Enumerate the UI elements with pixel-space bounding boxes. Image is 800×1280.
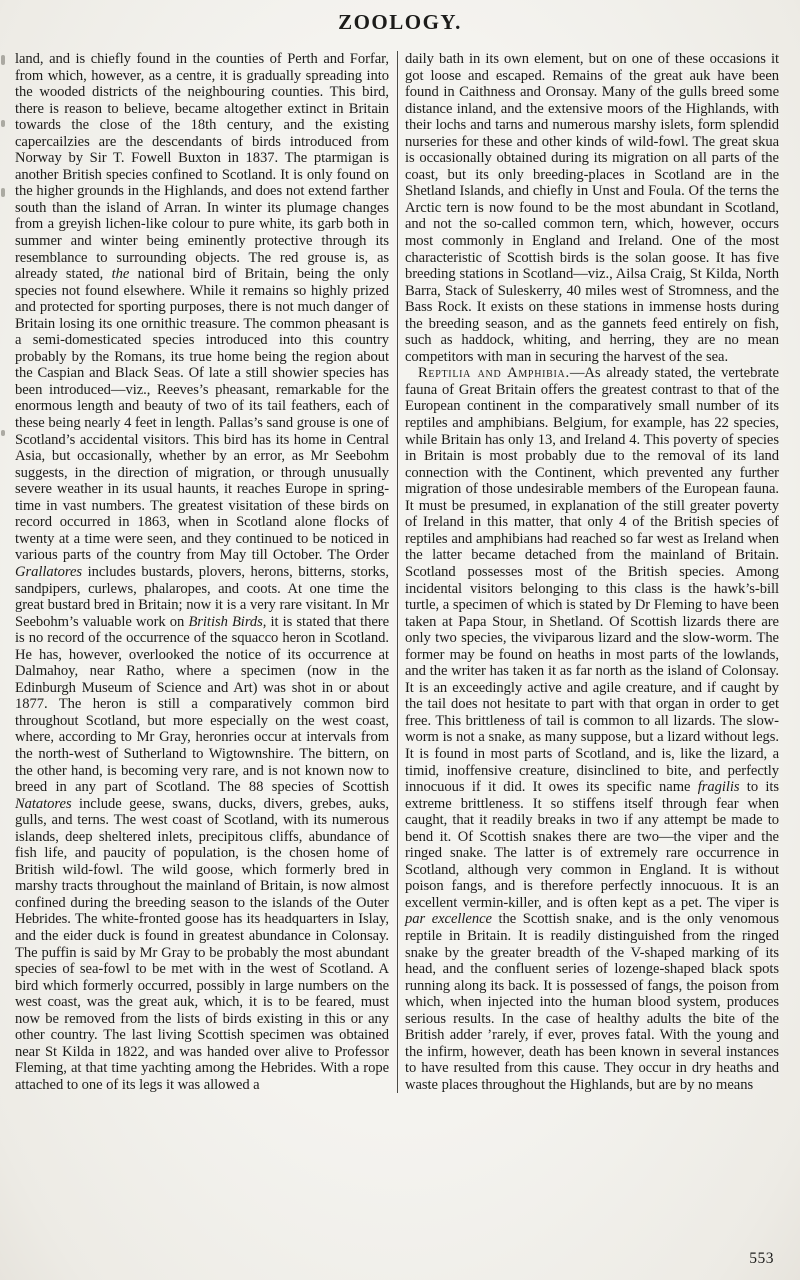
italic-text: British Birds: [188, 613, 263, 630]
body-text: , it is stated that there is no record of the occurrence of the squacco heron in Scotland. He has, however, overlooked the notice of its occurrence at Dalmahoy, near Ratho, where a specimen (now in the Edinburgh Museum of Science and Art) was shot in or about 1877. The heron is still a comparatively common bird throughout Scotland, but more especially on the west coast, where, according to Mr Gray, heronries occur at intervals from the north-west of Sutherland to Wigtownshire. The bittern, on the other hand, is becoming very rare, and is not known now to breed in any part of Scotland. The 88 species of Scottish: [15, 613, 389, 796]
body-text: include geese, swans, ducks, divers, grebes, auks, gulls, and terns. The west coast of Scotland, with its numerous islands, deep sheltered inlets, precipitous cliffs, abundance of fish life, and paucity of population, is the chosen home of British wild-fowl. The wild goose, which formerly bred in marshy tracts throughout the mainland of Britain, is now almost confined during the breeding season to the islands of the Outer Hebrides. The white-fronted goose has its headquarters in Islay, and the eider duck is found in greatest abundance in Colonsay. The puffin is said by Mr Gray to be probably the most abundant species of sea-fowl to be met with in the west of Scotland. A bird which formerly occurred, possibly in large numbers on the west coast, was the great auk, which, it is to be feared, must now be removed from the lists of birds existing in this or any other country. The last living Scottish specimen was obtained near St Kilda in 1822, and was handed over alive to Professor Fleming, at that time yachting among the Hebrides. With a rope attached to one of its legs it was allowed a: [15, 795, 389, 1093]
body-text: the Scottish snake, and is the only venomous reptile in Britain. It is readily distinguished from the ringed snake by the greater breadth of the V-shaped marking of its head, and the confluent series of lozenge-shaped black spots running along its back. It is possessed of fangs, the poison from which, when injected into the human blood system, produces serious results. In the case of healthy adults the bite of the British adder ’rarely, if ever, proves fatal. With the young and the infirm, however, death has been known in several instances to have resulted from this cause. They occur in dry heaths and waste places throughout the Highlands, but are by no means: [405, 911, 779, 1093]
paragraph: [15, 51, 389, 1093]
body-text: includes bustards, plovers, herons, bitterns, storks, sandpipers, curlews, phalaropes, and coots. At one time the great bustard bred in Britain; now it is a very rare visitant. In Mr Seebohm’s valuable work on: [15, 563, 389, 630]
column-divider: [397, 51, 398, 1093]
body-text: national bird of Britain, being the only species not found elsewhere. While it remains so highly prized and protected for sporting purposes, there is not much danger of Britain losing its one ornithic treasure. The common pheasant is a semi-domesticated species introduced into this country probably by the Romans, its true home being the region about the Caspian and Black Seas. Of late a still showier species has been introduced—viz., Reeves’s pheasant, remarkable for the enormous length and beauty of two of its tail feathers, each of these being nearly 4 feet in length. Pallas’s sand grouse is one of Scotland’s accidental visitors. This bird has its home in Central Asia, but occasionally, whether by an error, as Mr Seebohm suggests, in the direction of migration, or through unusually severe weather in its usual haunts, it reaches Europe in spring-time in vast numbers. The greatest visitation of these birds on record occurred in 1863, when in Scotland alone flocks of twenty at a time were seen, and they continued to be noticed in various parts of the country from May till October. The Order: [15, 266, 389, 564]
scan-artifact: [1, 120, 5, 127]
italic-text: Grallatores: [15, 563, 83, 580]
body-text: —As already stated, the vertebrate fauna of Great Britain offers the greatest contrast to that of the European continent in the comparatively small number of its reptiles and amphibians. Belgium, for example, has 22 species, while Britain has only 13, and Ireland 4. This poverty of species in Britain is most probably due to the removal of its land connection with the Continent, which prevented any further migration of those undesirable members of the European fauna. It must be presumed, in explanation of the still greater poverty of Ireland in this matter, that only 4 of the British species of reptiles and amphibians had reached so far west as Ireland when the latter became detached from the mainland of Britain. Scotland possesses most of the British species. Among incidental visitors belonging to this class is the hawk’s-bill turtle, a specimen of which is stated by Dr Fleming to have been taken at Papa Stour, in Shetland. Of Scottish lizards there are only two species, the viviparous lizard and the slow-worm. The former may be found on heaths in most parts of the lowlands, and the writer has taken it as far north as the island of Colonsay. It is an exceedingly active and agile creature, and if caught by the tail does not hesitate to part with that organ in order to get free. This brittleness of tail is common to all lizards. The slow-worm is not a snake, as many suppose, but a lizard without legs. It is found in most parts of Scotland, and is, like the lizard, a timid, inoffensive creature, disinclined to bite, and perfectly innocuous if it did. It owes its specific name: [405, 365, 779, 796]
paragraph: [405, 365, 779, 1093]
scan-artifact: [1, 188, 5, 197]
italic-text: fragilis: [697, 779, 740, 796]
text-columns: [15, 51, 788, 1093]
italic-text: par excellence: [405, 911, 492, 928]
scan-artifact: [1, 430, 5, 436]
page-title: ZOOLOGY.: [338, 10, 462, 34]
right-column: [405, 51, 779, 1093]
paragraph: [405, 51, 779, 365]
left-column: [15, 51, 389, 1093]
body-text: to its extreme brittleness. It so stiffens itself through fear when caught, that it readily breaks in two if any attempt be made to bend it. Of Scottish snakes there are two—the viper and the ringed snake. The latter is of extremely rare occurrence in Scotland, although very common in England. It is without poison fangs, and is therefore perfectly innocuous. It is an excellent vermin-killer, and is often kept as a pet. The viper is: [405, 779, 779, 911]
body-text: land, and is chiefly found in the counties of Perth and Forfar, from which, however, as a centre, it is gradually spreading into the wooded districts of the neighbouring counties. This bird, there is reason to believe, became altogether extinct in Britain towards the close of the 18th century, and the existing capercailzies are the descendants of birds introduced from Norway by Sir T. Fowell Buxton in 1837. The ptarmigan is another British species confined to Scotland. It is only found on the higher grounds in the Highlands, and does not extend farther south than the island of Arran. In winter its plumage changes from a greyish lichen-like colour to pure white, its garb both in summer and winter being eminently protective through its resemblance to surrounding objects. The red grouse is, as already stated,: [15, 51, 389, 283]
page-number: 553: [749, 1250, 774, 1267]
smallcaps-heading: Reptilia and Amphibia.: [418, 365, 570, 382]
italic-text: the: [111, 266, 130, 283]
body-text: daily bath in its own element, but on one of these occasions it got loose and escaped. Remains of the great auk have been found in Caithness and Oronsay. Many of the gulls breed some distance inland, and the extensive moors of the Highlands, with their lochs and tarns and numerous marshy islets, form splendid nurseries for these and other kinds of wild-fowl. The great skua is occasionally obtained during its migration on all parts of the coast, but its only breeding-places in Scotland are in the Shetland Islands, and chiefly in Unst and Foula. Of the terns the Arctic tern is now found to be the most abundant in Scotland, and not the so-called common tern, which, however, occurs most commonly in England and Ireland. One of the most characteristic of Scottish birds is the solan goose. It has five breeding stations in Scotland—viz., Ailsa Craig, St Kilda, North Barra, Stack of Suleskerry, 40 miles west of Stromness, and the Bass Rock. It exists on these stations in immense hosts during the breeding season, and as the gannets feed entirely on fish, such as haddock, whiting, and herring, they are no mean competitors with man in securing the harvest of the sea.: [405, 51, 779, 365]
italic-text: Natatores: [15, 795, 72, 812]
scan-artifact: [1, 55, 5, 65]
